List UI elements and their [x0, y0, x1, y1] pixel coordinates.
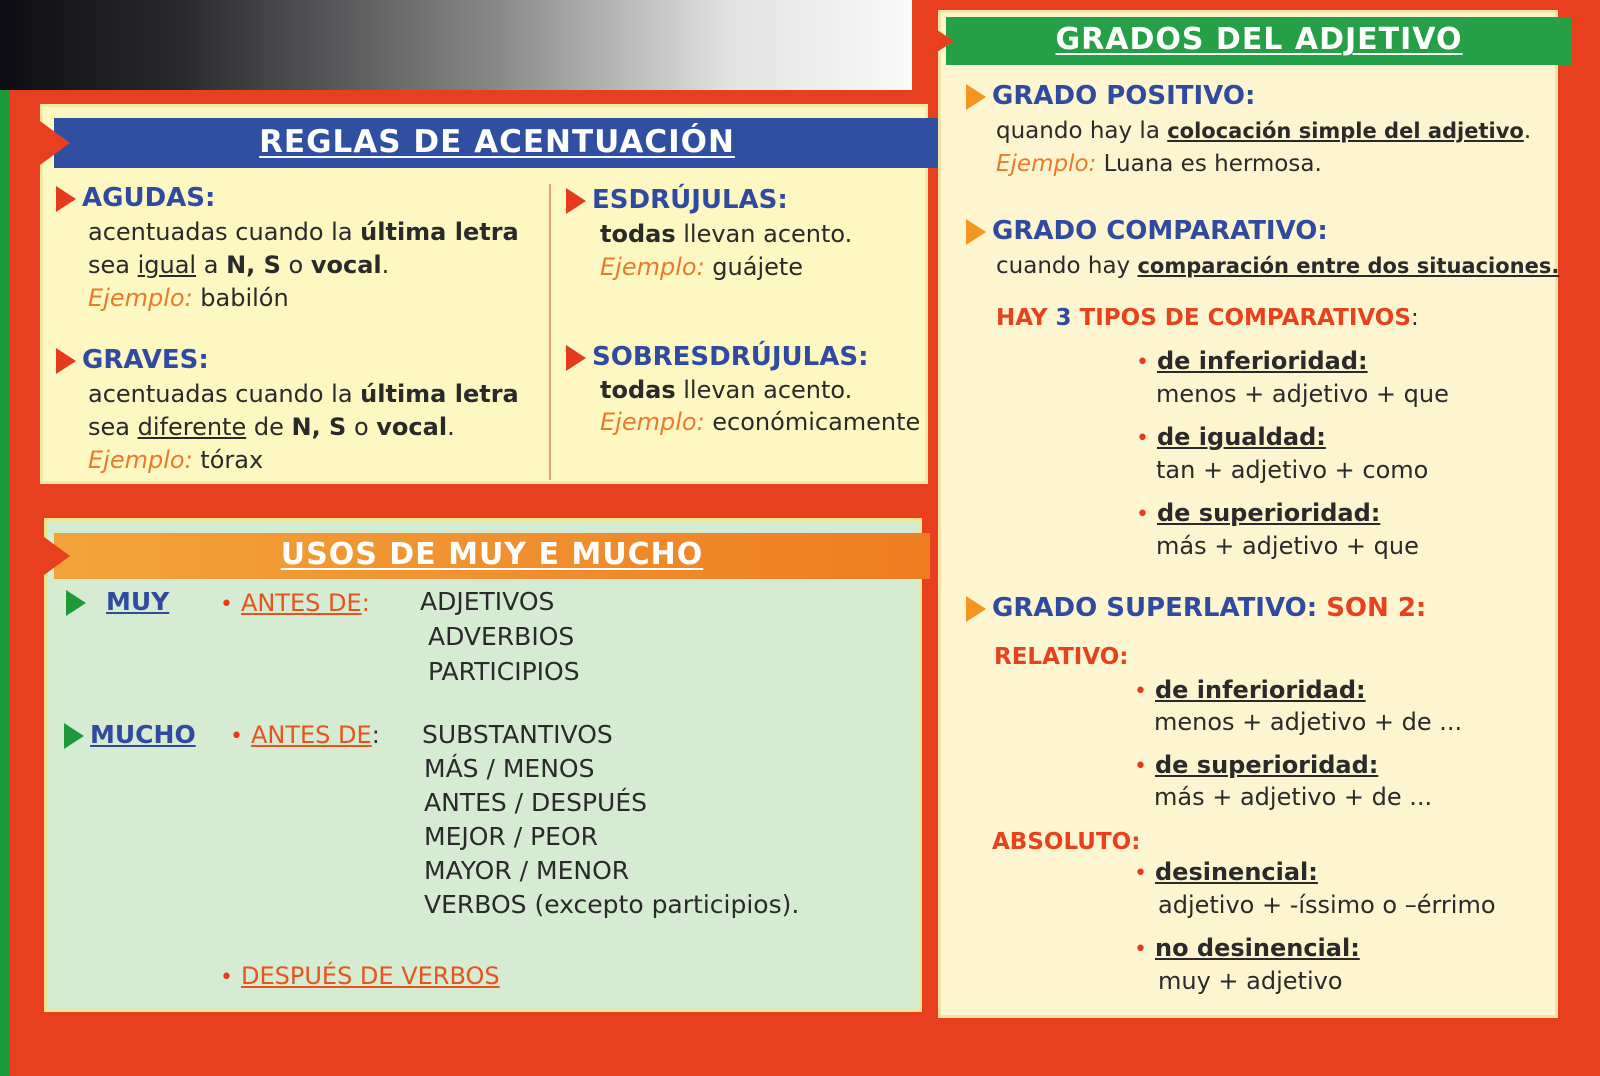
mucho-item: MÁS / MENOS	[424, 754, 595, 783]
bullet-dot-icon: •	[1136, 350, 1149, 375]
relativo-item-label: • de superioridad:	[1134, 751, 1379, 779]
esdrujulas-heading: ESDRÚJULAS:	[566, 184, 788, 216]
triangle-bullet-icon	[566, 188, 586, 214]
triangle-bullet-icon	[64, 723, 84, 749]
despues-de-verbos: • DESPUÉS DE VERBOS	[220, 962, 500, 990]
mucho-item: SUBSTANTIVOS	[422, 720, 613, 749]
triangle-bullet-icon	[56, 348, 76, 374]
mucho-item: MAYOR / MENOR	[424, 856, 630, 885]
sobresdrujulas-line1: todas llevan acento.	[600, 376, 853, 404]
sobresdrujulas-example: Ejemplo: económicamente	[600, 408, 921, 436]
muy-item: PARTICIPIOS	[428, 657, 580, 686]
positivo-line: quando hay la colocación simple del adjetivo.	[996, 118, 1532, 144]
comparativo-formula: más + adjetivo + que	[1156, 532, 1419, 560]
absoluto-formula: adjetivo + -íssimo o –érrimo	[1158, 891, 1496, 919]
triangle-bullet-icon	[66, 590, 86, 616]
absoluto-label: ABSOLUTO:	[992, 829, 1141, 855]
usos-arrow-icon	[40, 534, 70, 578]
agudas-line1: acentuadas cuando la última letra	[88, 218, 519, 246]
muy-row: MUY	[66, 586, 169, 618]
graves-heading: GRAVES:	[56, 344, 209, 376]
mucho-antes-de: • ANTES DE:	[230, 721, 380, 749]
acentuacion-title: REGLAS DE ACENTUACIÓN	[54, 118, 940, 168]
top-gradient-bar	[0, 0, 912, 90]
mucho-item: MEJOR / PEOR	[424, 822, 599, 851]
esdrujulas-line1: todas llevan acento.	[600, 220, 853, 248]
muy-antes-de: • ANTES DE:	[220, 589, 370, 617]
muy-item: ADVERBIOS	[428, 622, 575, 651]
agudas-line2: sea igual a N, S o vocal.	[88, 251, 390, 279]
muy-item: ADJETIVOS	[420, 587, 555, 616]
graves-line2: sea diferente de N, S o vocal.	[88, 413, 455, 441]
bullet-dot-icon: •	[1136, 426, 1149, 451]
comparativo-label: • de inferioridad:	[1136, 347, 1368, 375]
esdrujulas-example: Ejemplo: guájete	[600, 253, 804, 281]
bullet-dot-icon: •	[1134, 754, 1147, 779]
relativo-formula: más + adjetivo + de ...	[1154, 783, 1433, 811]
triangle-bullet-icon	[966, 596, 986, 622]
bullet-dot-icon: •	[220, 965, 233, 990]
sobresdrujulas-heading: SOBRESDRÚJULAS:	[566, 341, 868, 373]
triangle-bullet-icon	[56, 186, 76, 212]
comparativo-line: cuando hay comparación entre dos situaciones.	[996, 253, 1560, 279]
left-green-edge	[0, 90, 10, 1076]
positivo-example: Ejemplo: Luana es hermosa.	[996, 151, 1322, 177]
tipos-comparativos: HAY 3 TIPOS DE COMPARATIVOS:	[996, 305, 1419, 331]
comparativo-formula: tan + adjetivo + como	[1156, 456, 1429, 484]
triangle-bullet-icon	[566, 345, 586, 371]
grados-title: GRADOS DEL ADJETIVO	[946, 17, 1572, 65]
relativo-label: RELATIVO:	[994, 644, 1129, 670]
absoluto-item-label: • no desinencial:	[1134, 934, 1360, 962]
usos-title: USOS DE MUY E MUCHO	[54, 533, 930, 579]
relativo-item-label: • de inferioridad:	[1134, 676, 1366, 704]
absoluto-formula: muy + adjetivo	[1158, 967, 1343, 995]
graves-example: Ejemplo: tórax	[88, 446, 264, 474]
comparativo-formula: menos + adjetivo + que	[1156, 380, 1449, 408]
bullet-dot-icon: •	[1134, 679, 1147, 704]
agudas-example: Ejemplo: babilón	[88, 284, 289, 312]
comparativo-label: • de superioridad:	[1136, 499, 1381, 527]
comparativo-heading: GRADO COMPARATIVO:	[966, 215, 1328, 247]
positivo-heading: GRADO POSITIVO:	[966, 80, 1255, 112]
agudas-heading: AGUDAS:	[56, 182, 215, 214]
superlativo-heading: GRADO SUPERLATIVO: SON 2:	[966, 592, 1426, 624]
bullet-dot-icon: •	[1134, 937, 1147, 962]
comparativo-label: • de igualdad:	[1136, 423, 1326, 451]
grados-arrow-icon	[920, 19, 954, 63]
bullet-dot-icon: •	[1134, 861, 1147, 886]
column-divider	[549, 184, 551, 480]
triangle-bullet-icon	[966, 84, 986, 110]
bullet-dot-icon: •	[230, 724, 243, 749]
bullet-dot-icon: •	[1136, 502, 1149, 527]
acentuacion-arrow-icon	[40, 121, 70, 165]
graves-line1: acentuadas cuando la última letra	[88, 380, 519, 408]
relativo-formula: menos + adjetivo + de ...	[1154, 708, 1463, 736]
mucho-item: ANTES / DESPUÉS	[424, 788, 648, 817]
mucho-item: VERBOS (excepto participios).	[424, 890, 800, 919]
bullet-dot-icon: •	[220, 592, 233, 617]
absoluto-item-label: • desinencial:	[1134, 858, 1318, 886]
mucho-row: MUCHO	[64, 719, 196, 751]
triangle-bullet-icon	[966, 219, 986, 245]
